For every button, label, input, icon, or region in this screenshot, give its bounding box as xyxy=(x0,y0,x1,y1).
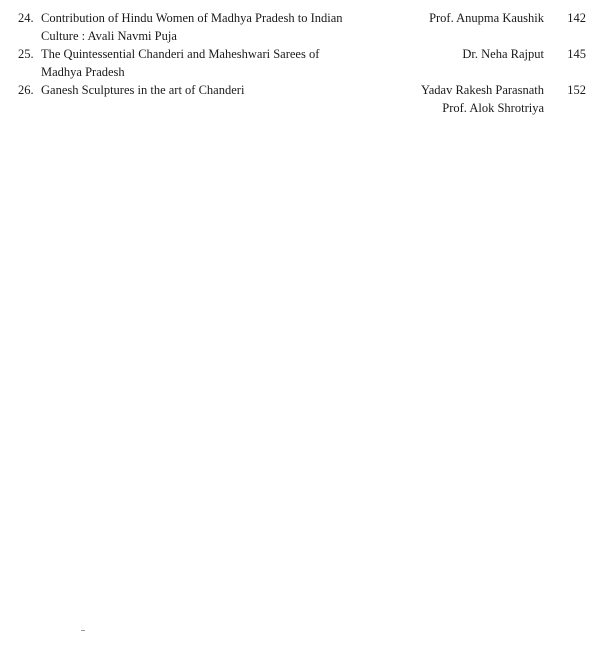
entry-author: Prof. Anupma Kaushik xyxy=(429,11,544,25)
entry-title xyxy=(41,81,371,99)
entry-title xyxy=(41,45,371,81)
entry-author: Dr. Neha Rajput xyxy=(462,47,544,61)
entry-page-number: 152 xyxy=(567,83,586,97)
entry-authors xyxy=(421,81,544,117)
scan-speck xyxy=(81,630,85,631)
entry-title-line: Ganesh Sculptures in the art of Chanderi xyxy=(41,83,245,97)
entry-number: 26. xyxy=(18,83,34,97)
entry-title-line: Madhya Pradesh xyxy=(41,65,125,79)
entry-number: 25. xyxy=(18,47,34,61)
entry-authors xyxy=(462,45,544,63)
table-of-contents xyxy=(0,9,600,117)
toc-entry-26 xyxy=(0,81,600,117)
toc-entry-25 xyxy=(0,45,600,81)
entry-title-line: The Quintessential Chanderi and Maheshwari Sarees of xyxy=(41,47,320,61)
entry-number: 24. xyxy=(18,11,34,25)
entry-title xyxy=(41,9,371,45)
entry-authors xyxy=(429,9,544,27)
entry-page-number: 145 xyxy=(567,47,586,61)
entry-author: Yadav Rakesh Parasnath xyxy=(420,83,544,97)
entry-author: Prof. Alok Shrotriya xyxy=(442,101,544,115)
entry-title-line: Contribution of Hindu Women of Madhya Pradesh to Indian xyxy=(41,11,343,25)
toc-entry-24 xyxy=(0,9,600,45)
entry-page-number: 142 xyxy=(567,11,586,25)
entry-title-line: Culture : Avali Navmi Puja xyxy=(41,29,177,43)
